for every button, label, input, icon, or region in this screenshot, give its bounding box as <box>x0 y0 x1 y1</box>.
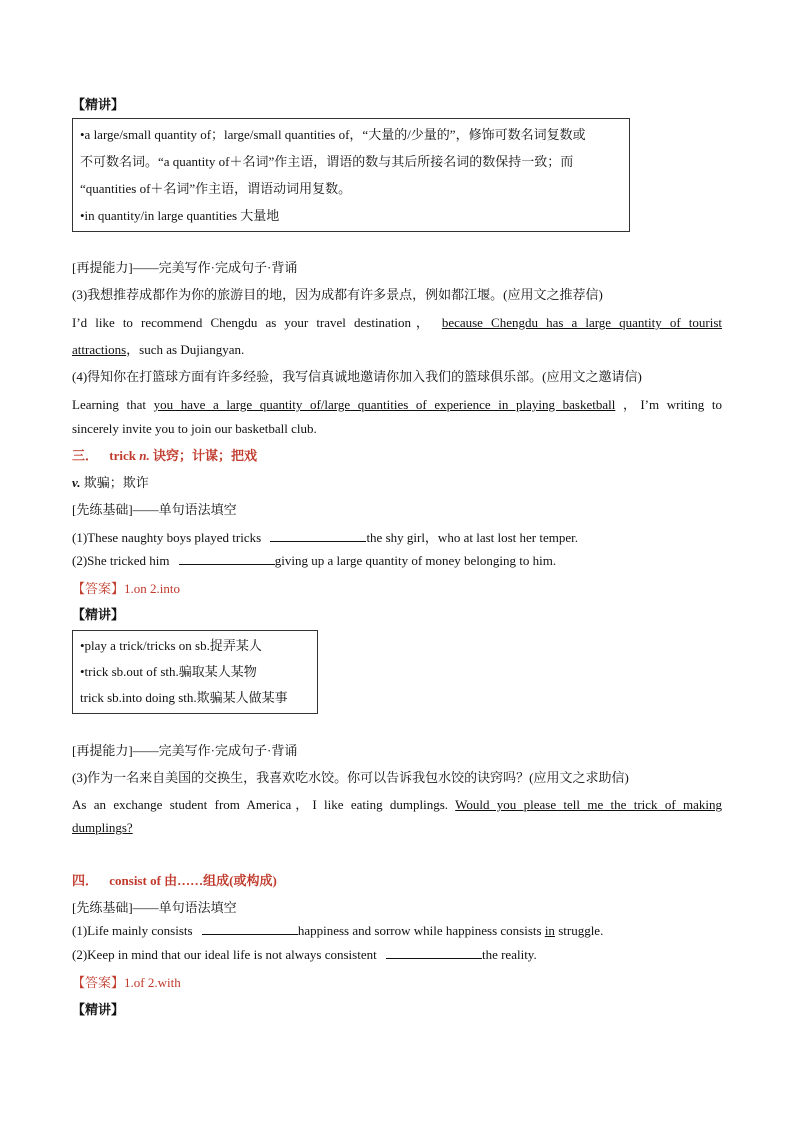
explanation-box-trick <box>72 630 318 714</box>
box-line: 不可数名词。“a quantity of＋名词”作主语，谓语的数与其后所接名词的数保持一致；而 <box>80 154 574 169</box>
answer-line: 【答案】1.on 2.into <box>72 581 180 596</box>
section-subheading: [再提能力]——完美写作·完成句子·背诵 <box>72 743 298 758</box>
heading-number: 三． <box>72 448 99 463</box>
text: (1)Life mainly consists <box>72 923 193 938</box>
text: I’d like to recommend Chengdu as your travel destination， <box>72 315 434 330</box>
answer-underlined: dumplings? <box>72 820 133 835</box>
question-en-cont: sincerely invite you to join our basketball club. <box>72 421 317 436</box>
heading-number: 四． <box>72 873 99 888</box>
fill-blank[interactable] <box>270 530 366 542</box>
box-line: •play a trick/tricks on sb.捉弄某人 <box>80 638 262 653</box>
section-subheading: [先练基础]——单句语法填空 <box>72 502 237 517</box>
pos: v. <box>72 475 81 490</box>
jingjiang-label: 【精讲】 <box>72 1002 125 1017</box>
section-heading-trick <box>72 445 257 464</box>
answer-line: 【答案】1.of 2.with <box>72 975 181 990</box>
heading-pos: n. <box>139 448 150 463</box>
question-en-cont <box>72 820 133 836</box>
question-cn: (3)我想推荐成都作为你的旅游目的地，因为成都有许多景点，例如都江堰。(应用文之推荐信) <box>72 287 603 302</box>
text: (2)Keep in mind that our ideal life is not always consistent <box>72 947 377 962</box>
verb-meaning <box>72 472 149 491</box>
exercise-item <box>72 947 537 963</box>
answer-underlined: attractions <box>72 342 127 357</box>
question-en <box>72 312 722 331</box>
section-subheading: [再提能力]——完美写作·完成句子·背诵 <box>72 260 298 275</box>
section-heading-consist <box>72 870 277 889</box>
heading-word: trick <box>109 448 136 463</box>
fill-blank[interactable] <box>386 947 482 959</box>
exercise-item <box>72 553 556 569</box>
text: the shy girl，who at last lost her temper. <box>366 530 579 545</box>
text: the reality. <box>481 947 537 962</box>
box-line: •in quantity/in large quantities 大量地 <box>80 208 280 223</box>
question-en-cont <box>72 339 244 358</box>
heading-meaning: 诀窍；计谋；把戏 <box>152 448 257 463</box>
question-en <box>72 794 722 813</box>
explanation-box-quantity <box>72 118 630 232</box>
text: (1)These naughty boys played tricks <box>72 530 262 545</box>
box-line: •a large/small quantity of；large/small quantities of，“大量的/少量的”，修饰可数名词复数或 <box>80 127 586 142</box>
heading-word: consist of <box>109 873 161 888</box>
underlined-word: in <box>544 923 555 938</box>
question-cn: (3)作为一名来自美国的交换生，我喜欢吃水饺。你可以告诉我包水饺的诀窍吗？(应用文之求助信) <box>72 770 629 785</box>
text: giving up a large quantity of money belonging to him. <box>274 553 557 568</box>
question-en <box>72 394 722 413</box>
box-line: •trick sb.out of sth.骗取某人某物 <box>80 664 257 679</box>
text: struggle. <box>558 923 604 938</box>
exercise-item <box>72 923 603 939</box>
meaning: 欺骗；欺诈 <box>83 475 149 490</box>
text: ，I’m writing to <box>622 397 723 412</box>
section-subheading: [先练基础]——单句语法填空 <box>72 900 237 915</box>
text: ，such as Dujiangyan. <box>126 342 245 357</box>
jingjiang-label: 【精讲】 <box>72 607 125 622</box>
answer-underlined: Would you please tell me the trick of making <box>455 797 723 812</box>
fill-blank[interactable] <box>202 923 298 935</box>
fill-blank[interactable] <box>179 553 275 565</box>
box-line: “quantities of＋名词”作主语，谓语动词用复数。 <box>80 181 352 196</box>
text: happiness and sorrow while happiness consists <box>297 923 542 938</box>
answer-underlined: you have a large quantity of/large quantities of experience in playing basketball <box>153 397 616 412</box>
answer-underlined: because Chengdu has a large quantity of tourist <box>441 315 722 330</box>
jingjiang-label: 【精讲】 <box>72 97 125 112</box>
text: (2)She tricked him <box>72 553 170 568</box>
box-line: trick sb.into doing sth.欺骗某人做某事 <box>80 690 288 705</box>
question-cn: (4)得知你在打篮球方面有许多经验，我写信真诚地邀请你加入我们的篮球俱乐部。(应用文之邀请信) <box>72 369 642 384</box>
text: Learning that <box>72 397 147 412</box>
exercise-item <box>72 527 578 546</box>
heading-meaning: 由……组成(或构成) <box>164 873 277 888</box>
text: As an exchange student from America，I like eating dumplings. <box>72 797 449 812</box>
